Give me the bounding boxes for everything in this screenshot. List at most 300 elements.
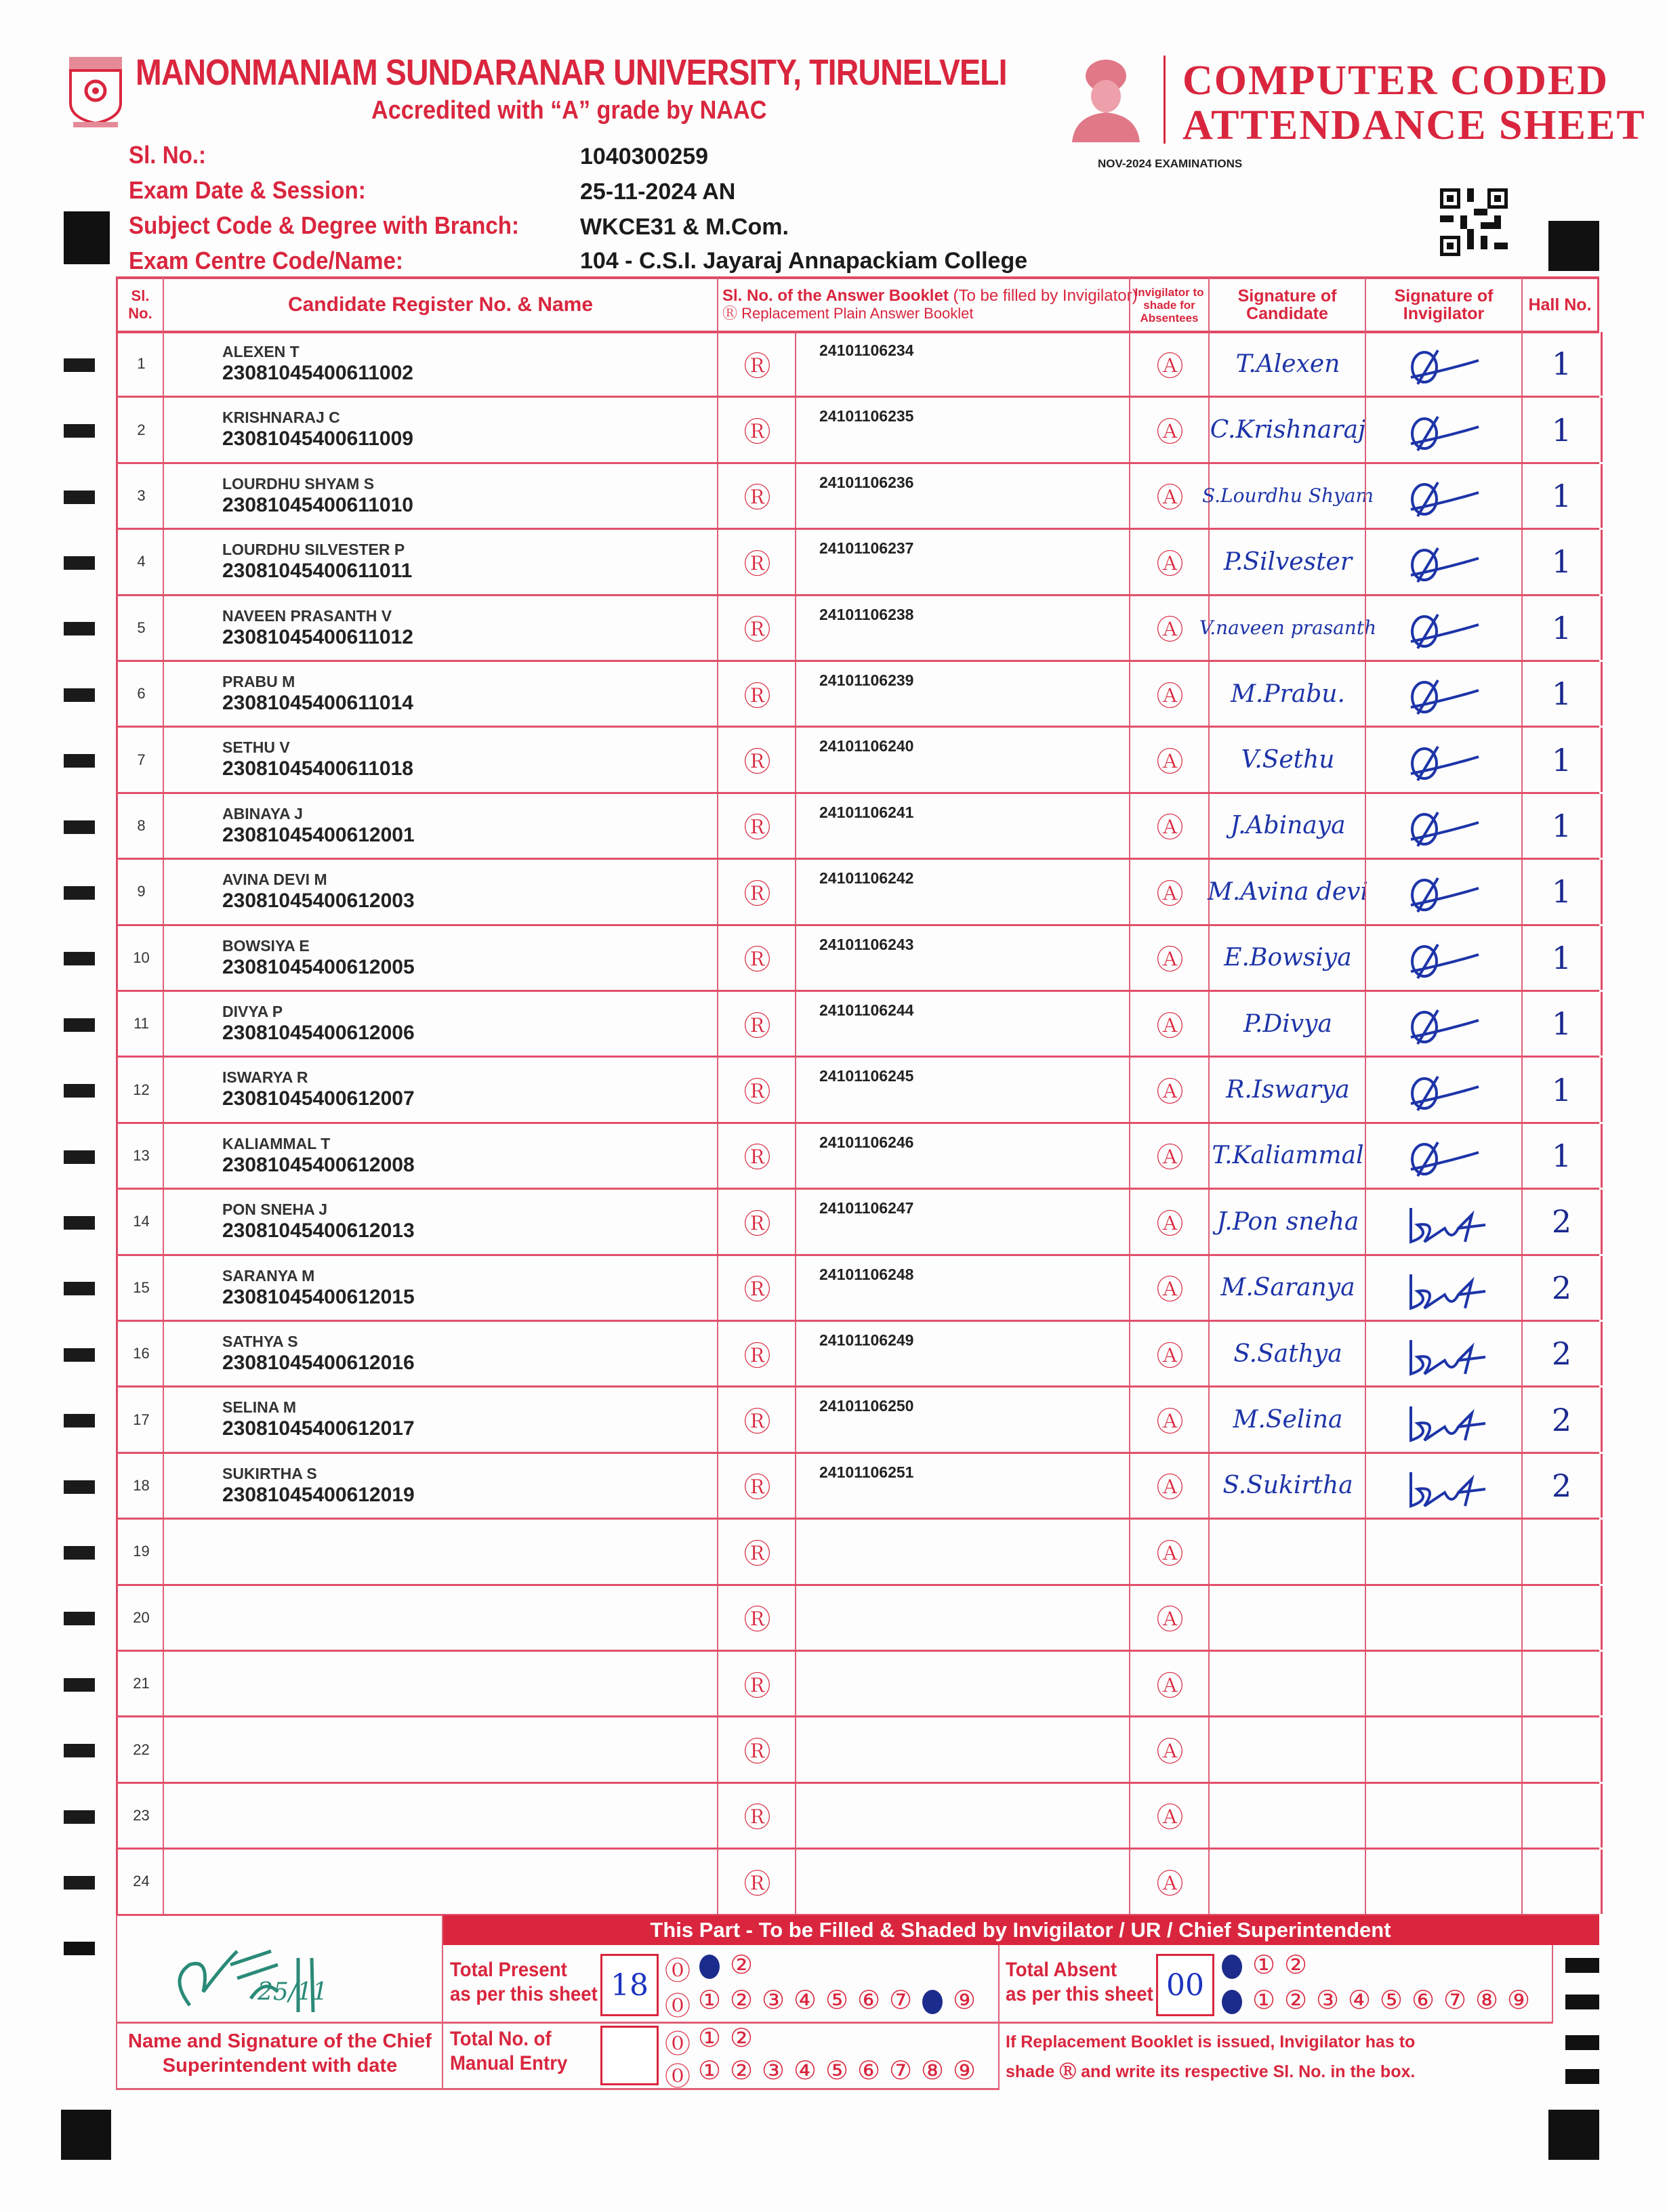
answer-booklet-number: 24101106235 bbox=[819, 407, 914, 425]
timing-mark bbox=[64, 358, 95, 372]
timing-mark bbox=[64, 1876, 95, 1890]
answer-booklet-number: 24101106239 bbox=[819, 671, 914, 689]
answer-booklet-number: 24101106246 bbox=[819, 1133, 914, 1151]
register-number: 23081045400611018 bbox=[222, 757, 413, 780]
digit-bubble[interactable]: ② bbox=[729, 1950, 754, 1980]
row-sl-no: 23 bbox=[116, 1784, 165, 1848]
sl-no-value: 1040300259 bbox=[580, 144, 709, 169]
timing-mark bbox=[1565, 1958, 1599, 1973]
table-row bbox=[116, 1850, 1599, 1915]
booklet-header-title: Sl. No. of the Answer Booklet bbox=[722, 287, 949, 305]
hall-number: 2 bbox=[1521, 1190, 1603, 1253]
answer-booklet-cell[interactable] bbox=[795, 1784, 1130, 1848]
replacement-bubble[interactable]: Ⓡ bbox=[717, 662, 796, 726]
invigilator-signature bbox=[1365, 1586, 1523, 1650]
absent-bubble[interactable]: Ⓐ bbox=[1129, 398, 1210, 461]
hall-number: 2 bbox=[1521, 1454, 1603, 1518]
digit-bubble[interactable]: ① bbox=[697, 2023, 722, 2053]
candidate-cell bbox=[163, 1717, 718, 1781]
digit-bubble[interactable]: ② bbox=[729, 1985, 754, 2015]
answer-booklet-cell[interactable] bbox=[795, 332, 1130, 396]
registration-mark bbox=[1548, 2110, 1599, 2160]
digit-bubble[interactable]: ⑦ bbox=[888, 1985, 913, 2015]
invigilator-signature bbox=[1365, 728, 1523, 791]
table-row bbox=[116, 992, 1599, 1058]
hall-number: 1 bbox=[1521, 794, 1603, 858]
answer-booklet-cell[interactable] bbox=[795, 530, 1130, 593]
table-row bbox=[116, 728, 1599, 793]
absent-bubble[interactable]: Ⓐ bbox=[1129, 860, 1210, 923]
hall-number: 1 bbox=[1521, 992, 1603, 1056]
candidate-signature: M.Selina bbox=[1208, 1387, 1366, 1451]
table-row bbox=[116, 662, 1599, 728]
row-sl-no: 21 bbox=[116, 1652, 165, 1715]
row-sl-no: 17 bbox=[116, 1387, 165, 1451]
table-row bbox=[116, 596, 1599, 662]
total-absent-label-line2: as per this sheet bbox=[1006, 1983, 1153, 2005]
answer-booklet-number: 24101106248 bbox=[819, 1265, 914, 1283]
col-header-booklet bbox=[717, 278, 1138, 332]
replacement-bubble[interactable]: Ⓡ bbox=[717, 596, 796, 660]
timing-mark bbox=[1565, 1995, 1599, 2009]
answer-booklet-cell[interactable] bbox=[795, 794, 1130, 858]
candidate-signature: R.Iswarya bbox=[1208, 1058, 1366, 1121]
hall-number: 1 bbox=[1521, 332, 1603, 396]
hall-number: 1 bbox=[1521, 1124, 1603, 1188]
candidate-cell bbox=[163, 860, 718, 923]
candidate-name: AVINA DEVI M bbox=[222, 871, 327, 889]
absent-bubble[interactable]: Ⓐ bbox=[1129, 530, 1210, 593]
replacement-bubble[interactable]: Ⓡ bbox=[717, 860, 796, 923]
absent-bubble[interactable]: Ⓐ bbox=[1129, 1124, 1210, 1188]
hall-number bbox=[1521, 1850, 1603, 1913]
answer-booklet-number: 24101106236 bbox=[819, 473, 914, 491]
answer-booklet-cell[interactable] bbox=[795, 1387, 1130, 1451]
answer-booklet-cell[interactable] bbox=[795, 662, 1130, 726]
table-row bbox=[116, 332, 1599, 398]
invigilator-signature bbox=[1365, 662, 1523, 726]
candidate-cell bbox=[163, 332, 718, 396]
invigilator-signature bbox=[1365, 860, 1523, 923]
table-row bbox=[116, 1784, 1599, 1850]
digit-bubble[interactable]: ② bbox=[1283, 1985, 1308, 2015]
register-number: 23081045400612006 bbox=[222, 1022, 415, 1044]
candidate-signature: C.Krishnaraj bbox=[1208, 398, 1366, 461]
row-sl-no: 22 bbox=[116, 1717, 165, 1781]
table-row bbox=[116, 1058, 1599, 1123]
digit-bubble[interactable]: ⑧ bbox=[920, 2056, 945, 2085]
replacement-bubble[interactable]: Ⓡ bbox=[717, 1256, 796, 1320]
table-row bbox=[116, 1190, 1599, 1255]
digit-bubble[interactable]: ⑨ bbox=[952, 2056, 976, 2085]
candidate-name: PON SNEHA J bbox=[222, 1201, 328, 1219]
replacement-bubble[interactable]: Ⓡ bbox=[717, 1520, 796, 1583]
candidate-cell bbox=[163, 992, 718, 1056]
digit-bubble[interactable]: ⑥ bbox=[857, 1985, 881, 2015]
timing-mark bbox=[64, 1810, 95, 1824]
filled-bubble[interactable] bbox=[695, 1950, 724, 1987]
answer-booklet-cell[interactable] bbox=[795, 596, 1130, 660]
register-number: 23081045400611011 bbox=[222, 560, 413, 583]
answer-booklet-cell[interactable] bbox=[795, 464, 1130, 528]
register-number: 23081045400611012 bbox=[222, 625, 413, 648]
absent-bubble[interactable]: Ⓐ bbox=[1129, 926, 1210, 990]
timing-mark bbox=[64, 1744, 95, 1757]
row-sl-no: 3 bbox=[116, 464, 165, 528]
candidate-name: ABINAYA J bbox=[222, 804, 303, 822]
answer-booklet-cell[interactable] bbox=[795, 1190, 1130, 1253]
total-present-tens-bubbles[interactable] bbox=[663, 1950, 756, 1987]
registration-mark bbox=[61, 2110, 111, 2160]
filled-bubble[interactable] bbox=[1217, 1985, 1247, 2015]
answer-booklet-number: 24101106247 bbox=[819, 1199, 914, 1217]
digit-bubble[interactable]: ① bbox=[697, 2056, 722, 2085]
answer-booklet-cell[interactable] bbox=[795, 728, 1130, 791]
total-absent-units-bubbles[interactable] bbox=[1217, 1985, 1534, 2015]
absent-bubble[interactable]: Ⓐ bbox=[1129, 662, 1210, 726]
timing-mark bbox=[64, 1414, 95, 1427]
replacement-bubble[interactable]: Ⓡ bbox=[717, 1387, 796, 1451]
invigilator-signature bbox=[1365, 530, 1523, 593]
timing-mark bbox=[1565, 2069, 1599, 2084]
answer-booklet-number: 24101106234 bbox=[819, 341, 914, 359]
absent-bubble[interactable]: Ⓐ bbox=[1129, 1454, 1210, 1518]
hall-number: 2 bbox=[1521, 1256, 1603, 1320]
candidate-signature: V.naveen prasanth bbox=[1208, 596, 1366, 660]
register-number: 23081045400612003 bbox=[222, 890, 415, 913]
replacement-bubble[interactable]: Ⓡ bbox=[717, 332, 796, 396]
hall-number: 1 bbox=[1521, 464, 1603, 528]
candidate-signature: M.Avina devi bbox=[1208, 860, 1366, 923]
answer-booklet-cell[interactable] bbox=[795, 1850, 1130, 1913]
candidate-signature: E.Bowsiya bbox=[1208, 926, 1366, 990]
accreditation: Accredited with “A” grade by NAAC bbox=[371, 96, 767, 125]
candidate-cell bbox=[163, 596, 718, 660]
replacement-bubble[interactable]: Ⓡ bbox=[717, 1190, 796, 1253]
answer-booklet-number: 24101106244 bbox=[819, 1001, 914, 1019]
absent-bubble[interactable]: Ⓐ bbox=[1129, 1652, 1210, 1715]
total-absent-tens-bubbles[interactable] bbox=[1217, 1950, 1311, 1980]
absent-bubble[interactable]: Ⓐ bbox=[1129, 1387, 1210, 1451]
digit-bubble[interactable]: ⑦ bbox=[1443, 1985, 1467, 2015]
hall-number: 2 bbox=[1521, 1387, 1603, 1451]
answer-booklet-cell[interactable] bbox=[795, 1454, 1130, 1518]
hall-number: 1 bbox=[1521, 530, 1603, 593]
replacement-note-line1: If Replacement Booklet is issued, Invigilator has to bbox=[1006, 2032, 1416, 2051]
answer-booklet-cell[interactable] bbox=[795, 1256, 1130, 1320]
filled-bubble[interactable] bbox=[1217, 1950, 1247, 1980]
candidate-signature bbox=[1208, 1717, 1366, 1781]
answer-booklet-cell[interactable] bbox=[795, 1717, 1130, 1781]
invigilator-signature bbox=[1365, 1454, 1523, 1518]
digit-bubble[interactable]: ⑥ bbox=[1411, 1985, 1435, 2015]
digit-bubble[interactable]: ② bbox=[729, 2023, 754, 2053]
candidate-name: LOURDHU SHYAM S bbox=[222, 474, 375, 493]
total-present-units-bubbles[interactable] bbox=[663, 1985, 979, 2022]
digit-bubble[interactable]: ③ bbox=[761, 2056, 785, 2085]
digit-bubble[interactable]: ⑧ bbox=[1475, 1985, 1499, 2015]
timing-mark bbox=[64, 754, 95, 768]
invigilator-signature bbox=[1365, 596, 1523, 660]
absent-bubble[interactable]: Ⓐ bbox=[1129, 1256, 1210, 1320]
manual-entry-label bbox=[450, 2027, 567, 2076]
absent-bubble[interactable]: Ⓐ bbox=[1129, 992, 1210, 1056]
candidate-name: NAVEEN PRASANTH V bbox=[222, 606, 392, 625]
candidate-cell bbox=[163, 728, 718, 791]
digit-bubble[interactable]: ⑨ bbox=[952, 1985, 976, 2015]
candidate-cell bbox=[163, 530, 718, 593]
absent-bubble[interactable]: Ⓐ bbox=[1129, 1520, 1210, 1583]
booklet-header-note: (To be filled by Invigilator) bbox=[953, 287, 1138, 305]
digit-bubble[interactable]: ⓪ bbox=[664, 1991, 691, 2021]
timing-mark bbox=[64, 1612, 95, 1625]
replacement-bubble[interactable]: Ⓡ bbox=[717, 1717, 796, 1781]
sheet-title-line2: ATTENDANCE SHEET bbox=[1182, 102, 1646, 148]
answer-booklet-number: 24101106243 bbox=[819, 935, 914, 953]
timing-mark bbox=[64, 1678, 95, 1692]
absent-bubble[interactable]: Ⓐ bbox=[1129, 596, 1210, 660]
candidate-name: KALIAMMAL T bbox=[222, 1134, 331, 1152]
answer-booklet-number: 24101106241 bbox=[819, 803, 914, 821]
timing-mark bbox=[64, 622, 95, 635]
hall-number bbox=[1521, 1652, 1603, 1715]
hall-number bbox=[1521, 1586, 1603, 1650]
digit-bubble[interactable]: ① bbox=[1252, 1950, 1276, 1980]
invigilator-signature bbox=[1365, 1717, 1523, 1781]
digit-bubble[interactable]: ⑨ bbox=[1506, 1985, 1531, 2015]
exam-date-value: 25-11-2024 AN bbox=[580, 179, 736, 205]
hall-number: 1 bbox=[1521, 728, 1603, 791]
answer-booklet-cell[interactable] bbox=[795, 1322, 1130, 1385]
absent-bubble[interactable]: Ⓐ bbox=[1129, 794, 1210, 858]
candidate-signature: T.Alexen bbox=[1208, 332, 1366, 396]
timing-mark bbox=[64, 1942, 95, 1955]
digit-bubble[interactable]: ⑤ bbox=[825, 1985, 849, 2015]
manual-entry-label-line1: Total No. of bbox=[450, 2028, 552, 2050]
digit-bubble[interactable]: ④ bbox=[1347, 1985, 1372, 2015]
replacement-bubble[interactable]: Ⓡ bbox=[717, 992, 796, 1056]
row-sl-no: 1 bbox=[116, 332, 165, 396]
chief-superintendent-signature bbox=[163, 1938, 393, 2019]
answer-booklet-cell[interactable] bbox=[795, 1652, 1130, 1715]
replacement-bubble[interactable]: Ⓡ bbox=[717, 1058, 796, 1121]
chief-signature-label: Name and Signature of the Chief Superintendent with date bbox=[128, 2030, 432, 2077]
row-sl-no: 4 bbox=[116, 530, 165, 593]
candidate-signature bbox=[1208, 1850, 1366, 1913]
replacement-bubble[interactable]: Ⓡ bbox=[717, 1124, 796, 1188]
candidate-name: SETHU V bbox=[222, 738, 290, 757]
timing-mark bbox=[1565, 2035, 1599, 2050]
candidate-cell bbox=[163, 1256, 718, 1320]
digit-bubble[interactable]: ③ bbox=[761, 1985, 785, 2015]
replacement-bubble[interactable]: Ⓡ bbox=[717, 794, 796, 858]
answer-booklet-cell[interactable] bbox=[795, 1124, 1130, 1188]
row-sl-no: 10 bbox=[116, 926, 165, 990]
candidate-cell bbox=[163, 1058, 718, 1121]
absent-bubble[interactable]: Ⓐ bbox=[1129, 1058, 1210, 1121]
replacement-bubble[interactable]: Ⓡ bbox=[717, 1322, 796, 1385]
invigilator-signature bbox=[1365, 1520, 1523, 1583]
invigilator-signature bbox=[1365, 992, 1523, 1056]
hall-number bbox=[1521, 1784, 1603, 1848]
col-header-sl-no: Sl. No. bbox=[116, 278, 163, 332]
answer-booklet-cell[interactable] bbox=[795, 860, 1130, 923]
candidate-signature: P.Silvester bbox=[1208, 530, 1366, 593]
answer-booklet-number: 24101106245 bbox=[819, 1067, 914, 1085]
absent-bubble[interactable]: Ⓐ bbox=[1129, 1586, 1210, 1650]
invigilator-signature bbox=[1365, 926, 1523, 990]
table-row bbox=[116, 1322, 1599, 1387]
manual-entry-input[interactable] bbox=[600, 2026, 659, 2085]
invigilator-section-banner: This Part - To be Filled & Shaded by Invigilator / UR / Chief Superintendent bbox=[442, 1915, 1599, 1945]
row-sl-no: 6 bbox=[116, 662, 165, 726]
absent-bubble[interactable]: Ⓐ bbox=[1129, 1717, 1210, 1781]
absent-bubble[interactable]: Ⓐ bbox=[1129, 728, 1210, 791]
digit-bubble[interactable]: ⓪ bbox=[664, 2062, 691, 2091]
candidate-cell bbox=[163, 1190, 718, 1253]
hall-number bbox=[1521, 1717, 1603, 1781]
filled-bubble[interactable] bbox=[918, 1985, 947, 2022]
absent-bubble[interactable]: Ⓐ bbox=[1129, 332, 1210, 396]
register-number: 23081045400612005 bbox=[222, 955, 415, 978]
digit-bubble[interactable]: ① bbox=[697, 1985, 722, 2015]
digit-bubble[interactable]: ③ bbox=[1315, 1985, 1340, 2015]
answer-booklet-cell[interactable] bbox=[795, 1058, 1130, 1121]
answer-booklet-cell[interactable] bbox=[795, 1520, 1130, 1583]
hall-number: 1 bbox=[1521, 662, 1603, 726]
register-number: 23081045400611014 bbox=[222, 692, 413, 714]
total-absent-input[interactable]: 00 bbox=[1156, 1954, 1214, 2016]
col-header-signature-candidate: Signature of Candidate bbox=[1208, 278, 1365, 332]
table-row bbox=[116, 1124, 1599, 1190]
university-name: MANONMANIAM SUNDARANAR UNIVERSITY, TIRUNELVELI bbox=[136, 52, 1007, 93]
table-row bbox=[116, 1586, 1599, 1652]
row-sl-no: 14 bbox=[116, 1190, 165, 1253]
candidate-name: SARANYA M bbox=[222, 1266, 315, 1285]
registration-mark bbox=[1548, 221, 1599, 271]
digit-bubble[interactable]: ⑤ bbox=[825, 2056, 849, 2085]
manual-entry-units-bubbles[interactable] bbox=[663, 2056, 979, 2093]
candidate-signature bbox=[1208, 1586, 1366, 1650]
timing-mark bbox=[64, 1480, 95, 1494]
candidate-cell bbox=[163, 1850, 718, 1913]
absent-bubble[interactable]: Ⓐ bbox=[1129, 1322, 1210, 1385]
invigilator-signature bbox=[1365, 1652, 1523, 1715]
col-header-absent: Invigilator to shade for Absentees bbox=[1129, 278, 1208, 332]
table-row bbox=[116, 1520, 1599, 1585]
qr-code bbox=[1440, 187, 1508, 257]
timing-mark bbox=[64, 1216, 95, 1230]
replacement-bubble[interactable]: Ⓡ bbox=[717, 1784, 796, 1848]
candidate-signature bbox=[1208, 1652, 1366, 1715]
candidate-signature: T.Kaliammal bbox=[1208, 1124, 1366, 1188]
digit-bubble[interactable]: ⓪ bbox=[664, 1956, 691, 1986]
answer-booklet-cell[interactable] bbox=[795, 992, 1130, 1056]
candidate-signature: J.Pon sneha bbox=[1208, 1190, 1366, 1253]
manual-entry-tens-bubbles[interactable] bbox=[663, 2023, 756, 2060]
table-row bbox=[116, 398, 1599, 463]
digit-bubble[interactable]: ② bbox=[1283, 1950, 1308, 1980]
candidate-name: LOURDHU SILVESTER P bbox=[222, 541, 405, 559]
subject-label: Subject Code & Degree with Branch: bbox=[129, 211, 520, 239]
row-sl-no: 11 bbox=[116, 992, 165, 1056]
absent-bubble[interactable]: Ⓐ bbox=[1129, 1850, 1210, 1913]
table-row bbox=[116, 860, 1599, 925]
total-present-input[interactable]: 18 bbox=[600, 1954, 659, 2016]
exam-centre-label: Exam Centre Code/Name: bbox=[129, 247, 403, 274]
candidate-cell bbox=[163, 464, 718, 528]
replacement-bubble[interactable]: Ⓡ bbox=[717, 464, 796, 528]
hall-number: 1 bbox=[1521, 398, 1603, 461]
candidate-signature bbox=[1208, 1520, 1366, 1583]
register-number: 23081045400611009 bbox=[222, 427, 413, 451]
total-present-label-line2: as per this sheet bbox=[450, 1983, 598, 2005]
hall-number: 1 bbox=[1521, 926, 1603, 990]
answer-booklet-number: 24101106250 bbox=[819, 1397, 914, 1415]
replacement-bubble[interactable]: Ⓡ bbox=[717, 1586, 796, 1650]
replacement-bubble[interactable]: Ⓡ bbox=[717, 1652, 796, 1715]
replacement-bubble[interactable]: Ⓡ bbox=[717, 530, 796, 593]
row-sl-no: 9 bbox=[116, 860, 165, 923]
replacement-bubble[interactable]: Ⓡ bbox=[717, 1454, 796, 1518]
answer-booklet-cell[interactable] bbox=[795, 926, 1130, 990]
candidate-name: ISWARYA R bbox=[222, 1068, 308, 1087]
candidate-name: SELINA M bbox=[222, 1398, 297, 1417]
digit-bubble[interactable]: ⑥ bbox=[857, 2056, 881, 2085]
digit-bubble[interactable]: ⓪ bbox=[664, 2029, 691, 2059]
absent-bubble[interactable]: Ⓐ bbox=[1129, 1784, 1210, 1848]
timing-mark bbox=[64, 1018, 95, 1032]
candidate-name: DIVYA P bbox=[222, 1003, 283, 1020]
timing-mark bbox=[64, 424, 95, 438]
candidate-signature: V.Sethu bbox=[1208, 728, 1366, 791]
total-absent-label bbox=[1006, 1958, 1153, 2007]
candidate-signature bbox=[1208, 1784, 1366, 1848]
row-sl-no: 15 bbox=[116, 1256, 165, 1320]
timing-mark bbox=[64, 886, 95, 900]
register-number: 23081045400612019 bbox=[222, 1483, 415, 1506]
digit-bubble[interactable]: ① bbox=[1252, 1985, 1276, 2015]
digit-bubble[interactable]: ④ bbox=[793, 2056, 817, 2085]
row-sl-no: 16 bbox=[116, 1322, 165, 1385]
absent-bubble[interactable]: Ⓐ bbox=[1129, 464, 1210, 528]
col-header-candidate: Candidate Register No. & Name bbox=[163, 278, 717, 332]
digit-bubble[interactable]: ④ bbox=[793, 1985, 817, 2015]
row-sl-no: 19 bbox=[116, 1520, 165, 1583]
candidate-name: KRISHNARAJ C bbox=[222, 409, 340, 427]
invigilator-signature bbox=[1365, 1784, 1523, 1848]
candidate-name: SUKIRTHA S bbox=[222, 1464, 317, 1482]
absent-bubble[interactable]: Ⓐ bbox=[1129, 1190, 1210, 1253]
digit-bubble[interactable]: ⑦ bbox=[888, 2056, 913, 2085]
register-number: 23081045400612001 bbox=[222, 823, 415, 846]
timing-mark bbox=[64, 1084, 95, 1098]
answer-booklet-number: 24101106238 bbox=[819, 605, 914, 623]
replacement-bubble[interactable]: Ⓡ bbox=[717, 926, 796, 990]
replacement-bubble[interactable]: Ⓡ bbox=[717, 398, 796, 461]
replacement-bubble[interactable]: Ⓡ bbox=[717, 728, 796, 791]
table-row bbox=[116, 926, 1599, 992]
candidate-signature: J.Abinaya bbox=[1208, 794, 1366, 858]
hall-number bbox=[1521, 1520, 1603, 1583]
digit-bubble[interactable]: ② bbox=[729, 2056, 754, 2085]
hall-number: 1 bbox=[1521, 860, 1603, 923]
replacement-bubble[interactable]: Ⓡ bbox=[717, 1850, 796, 1913]
answer-booklet-cell[interactable] bbox=[795, 1586, 1130, 1650]
answer-booklet-cell[interactable] bbox=[795, 398, 1130, 461]
digit-bubble[interactable]: ⑤ bbox=[1379, 1985, 1403, 2015]
exam-session-tag: NOV-2024 EXAMINATIONS bbox=[1098, 157, 1243, 170]
